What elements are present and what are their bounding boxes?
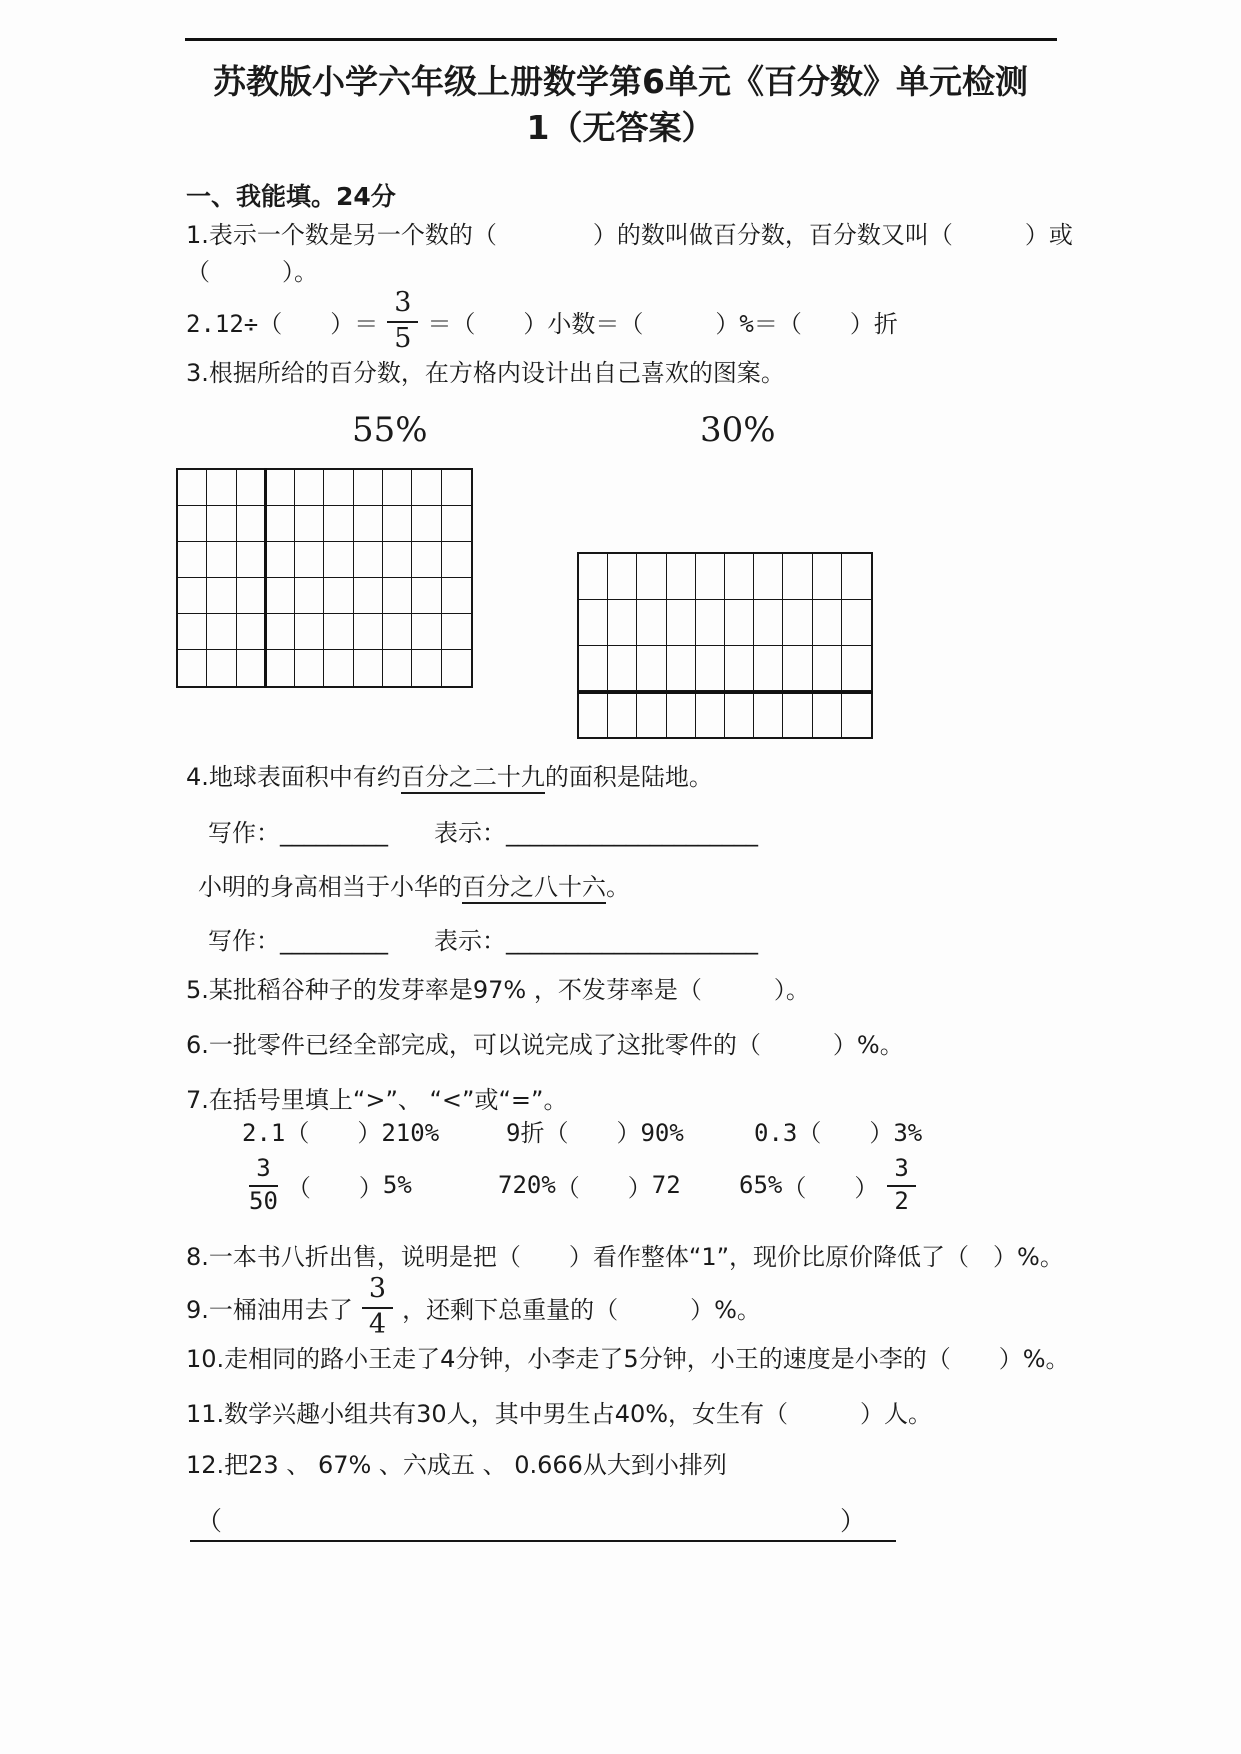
grid-cell [324, 542, 353, 578]
compare-r2c3 [739, 1150, 925, 1220]
answer-paren: （ ） [555, 1173, 652, 1202]
grid-cell [696, 600, 725, 646]
fraction-3-50 [249, 1156, 278, 1213]
grid-cell [266, 470, 295, 506]
grid-cell [324, 578, 353, 614]
grid-cell [608, 600, 637, 646]
grid-cell [354, 542, 383, 578]
grid-cell [842, 646, 871, 692]
question-2 [186, 288, 898, 354]
answer-paren: （ ） [782, 1173, 879, 1202]
grid-cell [754, 600, 783, 646]
right-grid-percent-label: 30% [700, 410, 776, 450]
grid-cell [667, 646, 696, 692]
grid-cell [354, 614, 383, 650]
grid-cell [207, 578, 236, 614]
grid-cell [237, 542, 266, 578]
grid-cell [237, 650, 266, 686]
fraction-denominator: 5 [394, 322, 412, 354]
compare-right: 5% [382, 1171, 412, 1199]
question-12: 12.把23 、 67% 、六成五 、 0.666从大到小排列 [186, 1451, 727, 1479]
grid-cell [266, 506, 295, 542]
grid-cell [637, 691, 666, 737]
question-1-line-1: 1.表示一个数是另一个数的（ ）的数叫做百分数，百分数又叫（ ）或 [186, 221, 1073, 249]
grid-cell [324, 470, 353, 506]
fraction-denominator: 2 [894, 1186, 909, 1215]
question-4-line-1 [186, 760, 713, 794]
question-9-post: ，还剩下总重量的（ ）%。 [402, 1295, 761, 1324]
answer-paren: （ ） [285, 1119, 382, 1147]
thick-gridline-horizontal [577, 691, 873, 694]
question-2-post: ＝（ ）小数＝（ ）%＝（ ）折 [427, 309, 898, 338]
grid-cell [412, 506, 441, 542]
grid-cell [637, 646, 666, 692]
grid-cell [178, 470, 207, 506]
grid-cell [608, 691, 637, 737]
question-5: 5.某批稻谷种子的发芽率是97% ，不发芽率是（ ）。 [186, 976, 810, 1004]
grid-cell [237, 578, 266, 614]
grid-cell [412, 578, 441, 614]
mean-blank-2: 表示：_____________________ [434, 927, 758, 955]
grid-cell [237, 614, 266, 650]
q4-line1-pre: 4.地球表面积中有约 [186, 763, 401, 791]
grid-cell [442, 614, 471, 650]
question-7: 7.在括号里填上“>”、 “<”或“=”。 [186, 1086, 568, 1114]
q4-line2-underlined: 百分之八十六 [462, 873, 606, 904]
page-title-line1: 苏教版小学六年级上册数学第6单元《百分数》单元检测 [213, 62, 1028, 101]
answer-paren: （ ） [286, 1173, 383, 1202]
q4-line1-post: 的面积是陆地。 [544, 763, 713, 791]
design-grid-30-percent [577, 552, 873, 739]
question-8: 8.一本书八折出售，说明是把（ ）看作整体“1”，现价比原价降低了（ ）%。 [186, 1243, 1064, 1271]
grid-cell [207, 650, 236, 686]
grid-cell [696, 646, 725, 692]
thick-gridline-vertical [264, 468, 267, 688]
compare-right: 210% [381, 1119, 440, 1147]
grid-cell [579, 600, 608, 646]
fraction-numerator: 3 [249, 1156, 277, 1186]
grid-cell [725, 600, 754, 646]
question-1-line-2: （ ）。 [186, 258, 318, 286]
compare-r1c1 [242, 1116, 439, 1150]
compare-r2c2 [498, 1150, 681, 1220]
fraction-numerator: 3 [387, 289, 418, 322]
grid-cell [442, 578, 471, 614]
question-4-blanks-1 [208, 816, 758, 850]
grid-cell [696, 691, 725, 737]
grid-left [176, 468, 473, 688]
grid-cell [667, 691, 696, 737]
grid-cell [383, 614, 412, 650]
fraction-3-2 [887, 1156, 915, 1213]
grid-cell [412, 614, 441, 650]
grid-cell [842, 554, 871, 600]
grid-cell [207, 470, 236, 506]
fraction-denominator: 50 [249, 1186, 278, 1215]
question-2-pre: 2.12÷（ ）＝ [186, 309, 379, 338]
grid-cell [579, 691, 608, 737]
answer-open-paren: （ [196, 1507, 223, 1537]
grid-cell [354, 506, 383, 542]
left-grid-percent-label: 55% [352, 410, 428, 450]
grid-cell [383, 506, 412, 542]
grid-cell [725, 646, 754, 692]
grid-cell [754, 691, 783, 737]
grid-cell [207, 614, 236, 650]
grid-cell [783, 554, 812, 600]
grid-cell [295, 578, 324, 614]
grid-cell [178, 614, 207, 650]
answer-close-paren: ） [839, 1507, 866, 1537]
grid-cell [178, 542, 207, 578]
grid-cell [412, 650, 441, 686]
grid-cell [266, 578, 295, 614]
grid-cell [354, 578, 383, 614]
grid-cell [207, 542, 236, 578]
question-10: 10.走相同的路小王走了4分钟，小李走了5分钟，小王的速度是小李的（ ）%。 [186, 1345, 1070, 1373]
grid-cell [783, 646, 812, 692]
grid-cell [324, 650, 353, 686]
answer-paren: （ ） [544, 1119, 641, 1147]
grid-cell [266, 614, 295, 650]
grid-cell [667, 600, 696, 646]
q4-line2-pre: 小明的身高相当于小华的 [198, 873, 462, 901]
grid-cell [207, 506, 236, 542]
grid-cell [442, 650, 471, 686]
grid-cell [725, 554, 754, 600]
grid-cell [442, 470, 471, 506]
grid-cell [579, 554, 608, 600]
question-6: 6.一批零件已经全部完成，可以说完成了这批零件的（ ）%。 [186, 1031, 904, 1059]
grid-cell [295, 506, 324, 542]
grid-cell [295, 614, 324, 650]
grid-cell [842, 600, 871, 646]
grid-cell [637, 600, 666, 646]
question-4-line-2 [198, 870, 630, 904]
compare-left: 65% [739, 1171, 783, 1199]
compare-r2c1 [240, 1150, 412, 1220]
fraction-numerator: 3 [887, 1156, 915, 1186]
write-blank-1: 写作：_________ [208, 819, 388, 847]
question-9-pre: 9.一桶油用去了 [186, 1295, 353, 1324]
grid-cell [237, 506, 266, 542]
grid-cell [266, 542, 295, 578]
compare-left: 720% [498, 1171, 556, 1199]
grid-cell [237, 470, 266, 506]
grid-cell [354, 470, 383, 506]
question-4-blanks-2 [208, 924, 758, 958]
compare-left: 0.3 [754, 1119, 798, 1147]
grid-cell [696, 554, 725, 600]
grid-cell [667, 554, 696, 600]
grid-cell [842, 691, 871, 737]
grid-cell [813, 600, 842, 646]
grid-cell [266, 650, 295, 686]
grid-cell [725, 691, 754, 737]
grid-cell [178, 506, 207, 542]
compare-left: 2.1 [242, 1119, 286, 1147]
grid-cell [813, 554, 842, 600]
grid-cell [412, 470, 441, 506]
grid-cell [383, 542, 412, 578]
grid-cell [442, 542, 471, 578]
grid-right [577, 552, 873, 739]
grid-cell [813, 646, 842, 692]
grid-cell [412, 542, 441, 578]
grid-cell [295, 650, 324, 686]
design-grid-55-percent [176, 468, 473, 688]
compare-right: 72 [651, 1171, 681, 1199]
grid-cell [579, 646, 608, 692]
grid-cell [637, 554, 666, 600]
grid-cell [324, 506, 353, 542]
grid-cell [754, 646, 783, 692]
question-9 [186, 1274, 761, 1340]
grid-cell [178, 578, 207, 614]
grid-cell [754, 554, 783, 600]
write-blank-2: 写作：_________ [208, 927, 388, 955]
grid-cell [783, 691, 812, 737]
grid-cell [295, 542, 324, 578]
grid-cell [608, 646, 637, 692]
question-3: 3.根据所给的百分数，在方格内设计出自己喜欢的图案。 [186, 359, 785, 387]
question-12-answer-line [190, 1498, 896, 1542]
fraction-numerator: 3 [362, 1275, 393, 1308]
grid-cell [608, 554, 637, 600]
fraction-denominator: 4 [368, 1308, 387, 1340]
section-1-header: 一、我能填。24分 [186, 182, 396, 211]
answer-paren: （ ） [797, 1119, 894, 1147]
grid-cell [442, 506, 471, 542]
compare-r1c2 [506, 1116, 684, 1150]
grid-cell [783, 600, 812, 646]
compare-left: 9折 [506, 1119, 545, 1147]
grid-cell [383, 650, 412, 686]
compare-right: 90% [640, 1119, 684, 1147]
q4-line1-underlined: 百分之二十九 [401, 763, 545, 794]
compare-r1c3 [754, 1116, 922, 1150]
fraction-3-5 [387, 289, 418, 353]
page-title-line2: 1（无答案） [526, 108, 715, 147]
fraction-3-4 [362, 1275, 393, 1339]
grid-cell [295, 470, 324, 506]
q4-line2-post: 。 [606, 873, 630, 901]
grid-cell [383, 470, 412, 506]
top-rule [185, 38, 1057, 41]
grid-cell [383, 578, 412, 614]
grid-cell [354, 650, 383, 686]
question-11: 11.数学兴趣小组共有30人，其中男生占40%，女生有（ ）人。 [186, 1400, 933, 1428]
compare-right: 3% [893, 1119, 923, 1147]
grid-cell [813, 691, 842, 737]
mean-blank-1: 表示：_____________________ [434, 819, 758, 847]
grid-cell [324, 614, 353, 650]
grid-cell [178, 650, 207, 686]
